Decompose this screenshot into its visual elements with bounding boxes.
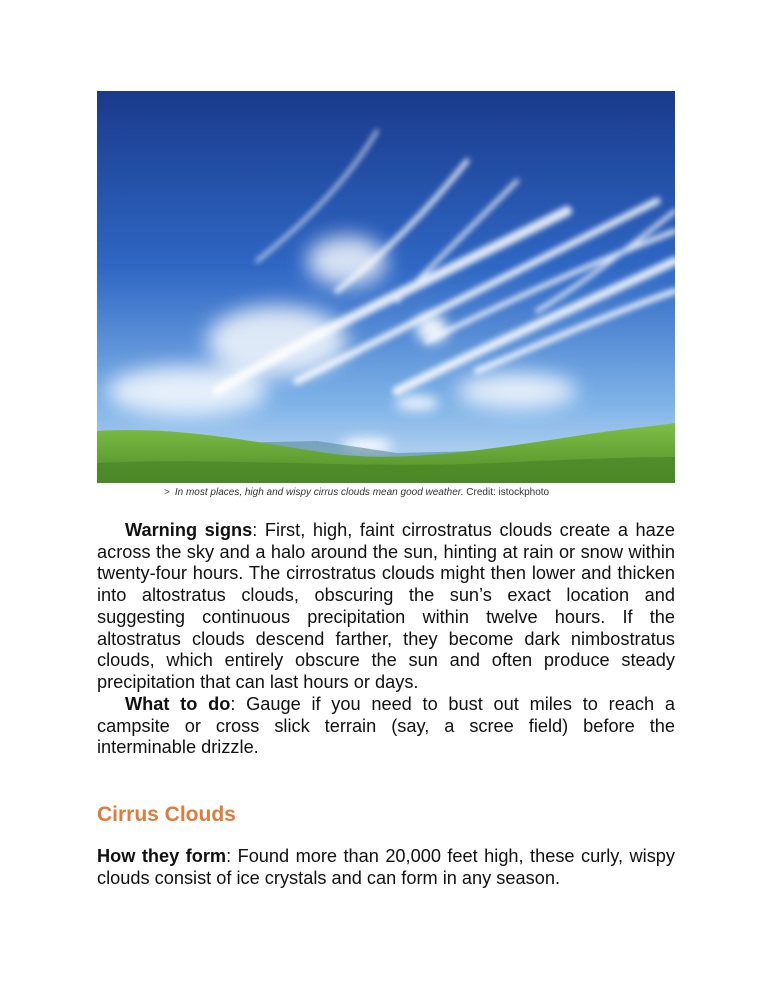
section-heading: Cirrus Clouds [97,803,236,826]
caption-credit: Credit: istockphoto [466,487,550,498]
cirrus-sky-photo [97,91,675,483]
what-to-do-label: What to do [125,694,231,714]
warning-signs-paragraph [97,520,675,694]
what-to-do-paragraph [97,694,675,759]
warning-signs-text: : First, high, faint cirrostratus clouds create a haze across the sky and a halo around the sun, hinting at rain or snow within twenty-four hours. The cirrostratus clouds might then lower and thicken into altostratus clouds, obscuring the sun’s exact location and suggesting continuous precipitation within twelve hours. If the altostratus clouds descend farther, they become dark nimbostratus clouds, which entirely obscure the sun and often produce steady precipitation that can last hours or days. [97,520,675,692]
caption-marker: > [164,487,170,498]
sky-illustration [97,91,675,483]
warning-signs-label: Warning signs [125,520,253,540]
how-they-form-paragraph [97,846,675,889]
figure-caption [164,487,684,498]
what-to-do-text: : Gauge if you need to bust out miles to reach a campsite or cross slick terrain (say, a scree field) before the interminable drizzle. [97,694,675,758]
how-they-form-text: : Found more than 20,000 feet high, these curly, wispy clouds consist of ice crystals and can form in any season. [97,846,675,888]
how-they-form-label: How they form [97,846,227,866]
caption-text: In most places, high and wispy cirrus clouds mean good weather. [174,487,464,498]
